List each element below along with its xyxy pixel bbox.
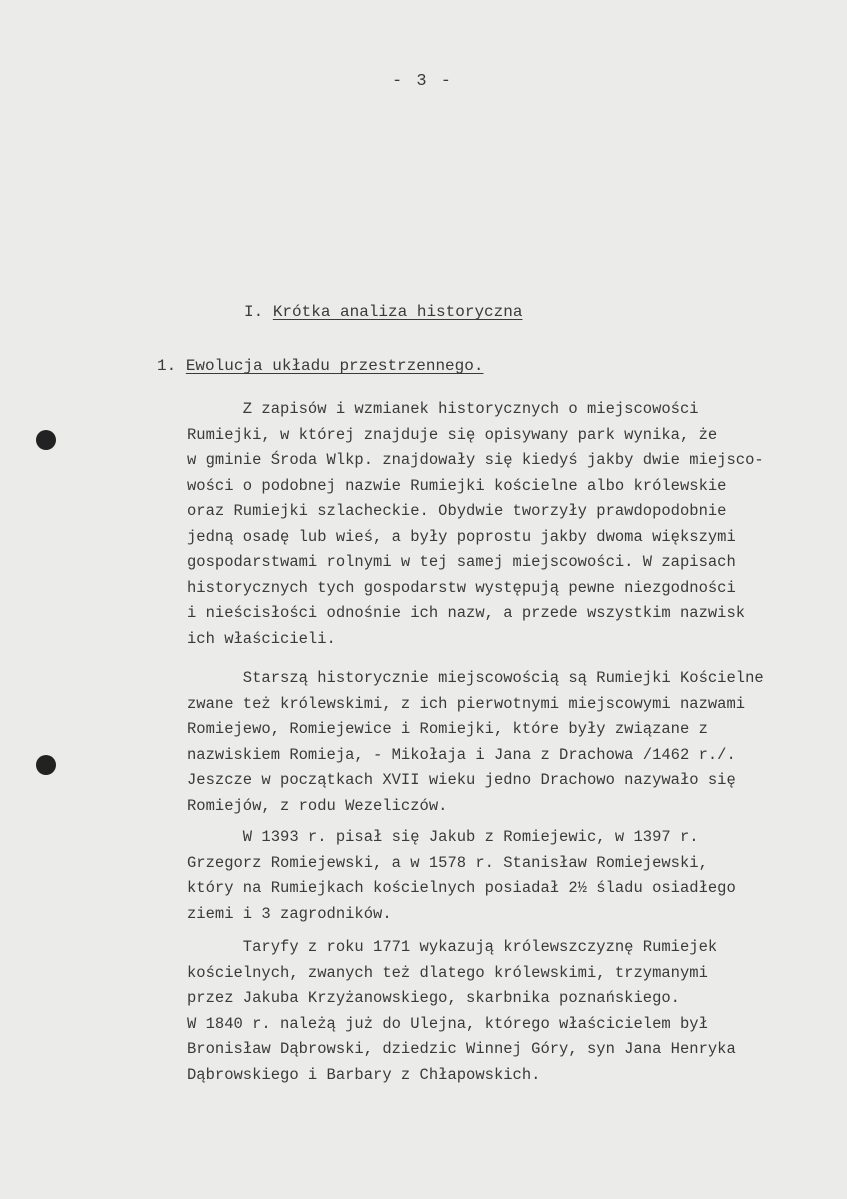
text-line: nazwiskiem Romieja, - Mikołaja i Jana z Drachowa /1462 r./. [187, 745, 736, 764]
text-line: Rumiejki, w której znajduje się opisywany park wynika, że [187, 425, 718, 444]
paragraph [187, 666, 837, 819]
text-line: jedną osadę lub wieś, a były poprostu jakby dwoma większymi [187, 527, 736, 546]
text-line: W 1840 r. należą już do Ulejna, którego właścicielem był [187, 1014, 708, 1033]
section-heading [244, 303, 522, 321]
text-line: Z zapisów i wzmianek historycznych o miejscowości [187, 400, 699, 418]
text-line: Bronisław Dąbrowski, dziedzic Winnej Góry, syn Jana Henryka [187, 1040, 736, 1058]
text-line: zwane też królewskimi, z ich pierwotnymi miejscowymi nazwami [187, 694, 746, 713]
text-line: historycznych tych gospodarstw występują pewne niezgodności [187, 578, 736, 597]
text-line: Romiejów, z rodu Wezeliczów. [187, 796, 448, 815]
section-title: Krótka analiza historyczna [272, 303, 523, 321]
text-line: Romiejewo, Romiejewice i Romiejki, które były związane z [187, 720, 708, 738]
subsection-number: 1. [157, 357, 177, 375]
text-line: Starszą historycznie miejscowością są Rumiejki Kościelne [187, 669, 764, 687]
text-line: W 1393 r. pisał się Jakub z Romiejewic, w 1397 r. [187, 828, 699, 846]
text-line: wości o podobnej nazwie Rumiejki kościelne albo królewskie [187, 476, 727, 495]
paragraph [187, 825, 837, 927]
text-line: gospodarstwami rolnymi w tej samej miejscowości. W zapisach [187, 553, 736, 571]
text-line: ich właścicieli. [187, 629, 336, 648]
text-line: ziemi i 3 zagrodników. [187, 904, 392, 923]
subsection-heading [157, 357, 483, 375]
subsection-title: Ewolucja układu przestrzennego. [185, 357, 484, 375]
page-number: - 3 - [392, 72, 454, 91]
text-line: Dąbrowskiego i Barbary z Chłapowskich. [187, 1065, 541, 1084]
text-line: Jeszcze w początkach XVII wieku jedno Drachowo nazywało się [187, 771, 736, 789]
text-line: przez Jakuba Krzyżanowskiego, skarbnika poznańskiego. [187, 989, 680, 1007]
paragraph [187, 935, 837, 1088]
section-number: I. [244, 303, 264, 321]
binder-hole [36, 430, 56, 450]
text-line: kościelnych, zwanych też dlatego królewskimi, trzymanymi [187, 963, 708, 982]
text-line: oraz Rumiejki szlacheckie. Obydwie tworzyły prawdopodobnie [187, 502, 727, 520]
text-line: Grzegorz Romiejewski, a w 1578 r. Stanisław Romiejewski, [187, 853, 708, 872]
binder-hole [36, 755, 56, 775]
paragraph [187, 397, 837, 652]
text-line: który na Rumiejkach kościelnych posiadał 2½ śladu osiadłego [187, 879, 736, 897]
text-line: w gminie Środa Wlkp. znajdowały się kiedyś jakby dwie miejsco- [187, 451, 764, 469]
text-line: i nieścisłości odnośnie ich nazw, a przede wszystkim nazwisk [187, 604, 746, 622]
text-line: Taryfy z roku 1771 wykazują królewszczyznę Rumiejek [187, 938, 718, 956]
